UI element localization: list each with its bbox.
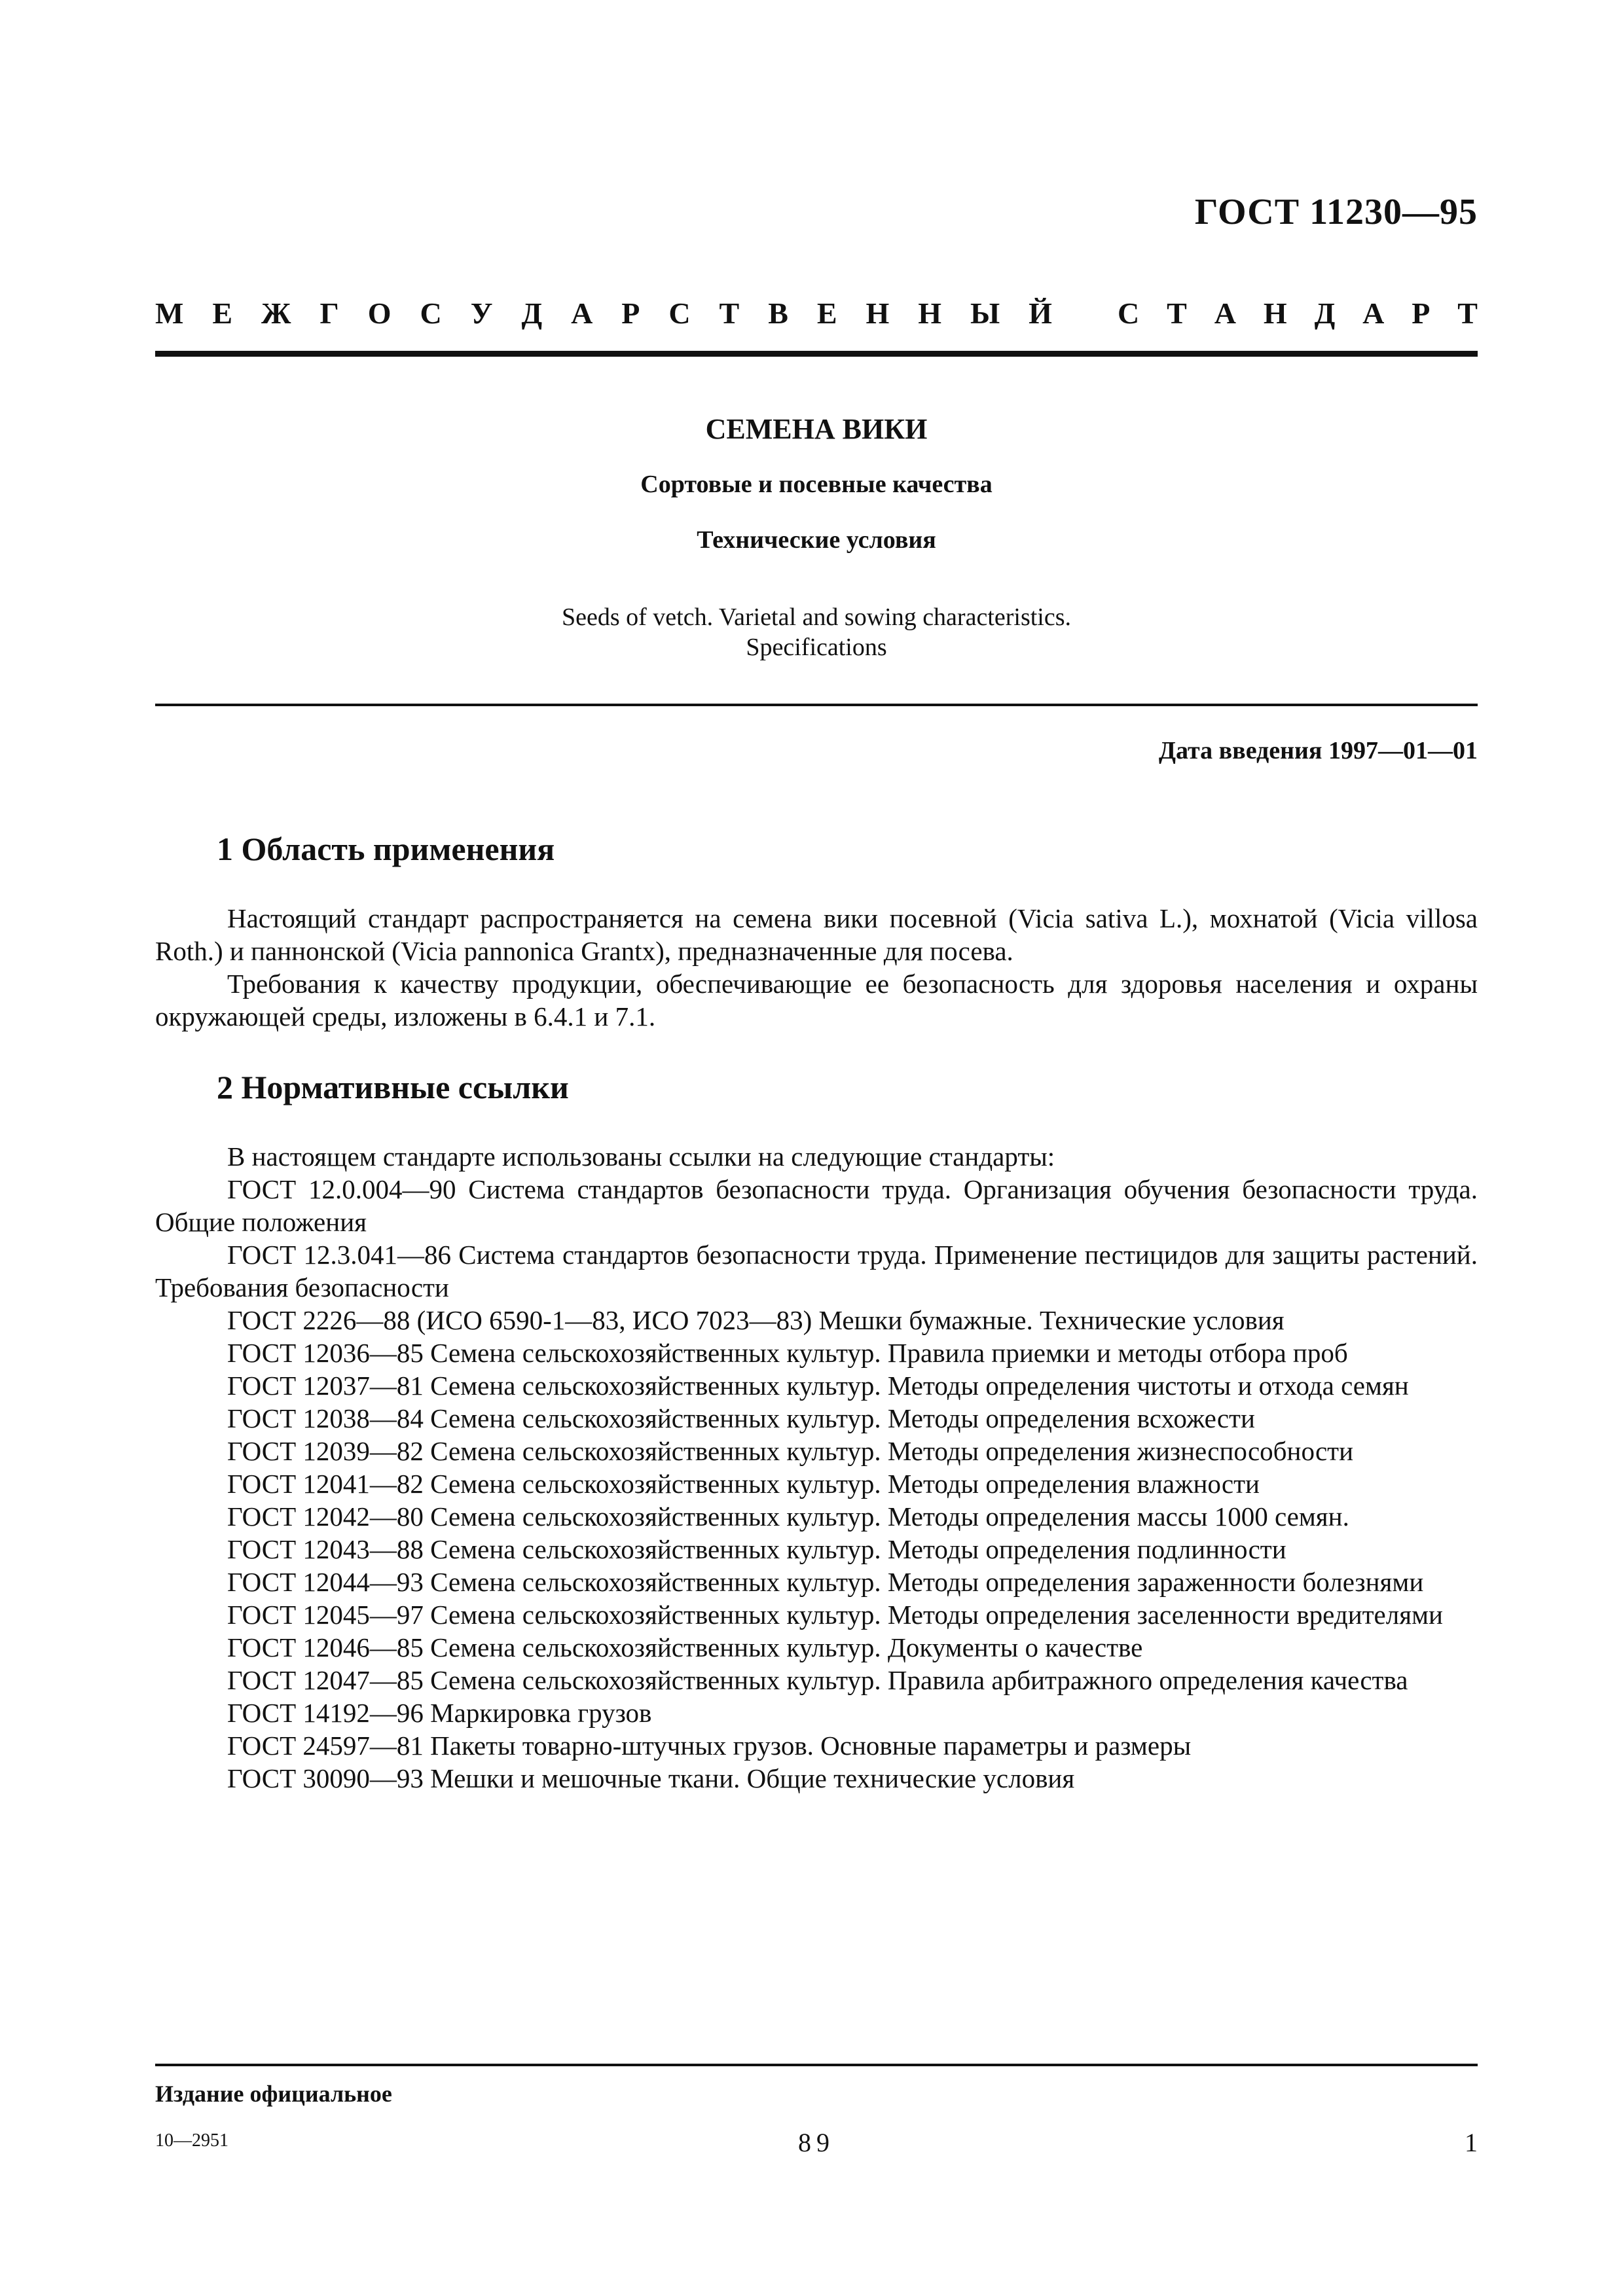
paragraph: В настоящем стандарте использованы ссылки на следующие стандарты: [227,1141,1055,1172]
official-edition-label: Издание официальное [155,2081,392,2107]
section-heading: 2 Нормативные ссылки [217,1069,569,1105]
banner-letter: Е [212,296,233,330]
reference-item: ГОСТ 12043—88 Семена сельскохозяйственных культур. Методы определения подлинности [227,1534,1286,1564]
reference-item: ГОСТ 12037—81 Семена сельскохозяйственных культур. Методы определения чистоты и отхода семян [227,1371,1409,1401]
banner-letter: Й [1029,296,1052,330]
banner-letter: Р [621,296,640,330]
reference-item: ГОСТ 12041—82 Семена сельскохозяйственных культур. Методы определения влажности [227,1469,1260,1499]
print-code: 10—2951 [155,2130,228,2151]
page-number-center: 89 [798,2128,835,2157]
document-subtitle: Технические условия [697,526,936,554]
document-title: СЕМЕНА ВИКИ [705,413,928,445]
reference-item: ГОСТ 12036—85 Семена сельскохозяйственных культур. Правила приемки и методы отбора проб [227,1338,1348,1368]
banner-letter: Ы [970,296,1000,330]
reference-item: ГОСТ 12044—93 Семена сельскохозяйственных культур. Методы определения зараженности болезнями [227,1567,1424,1597]
banner-letter: С [668,296,691,330]
banner-letter: А [1362,296,1385,330]
reference-item: ГОСТ 12042—80 Семена сельскохозяйственных культур. Методы определения массы 1000 семян. [227,1501,1349,1532]
introduction-date: Дата введения 1997—01—01 [1158,737,1478,764]
banner-letter: Н [1263,296,1287,330]
banner-letter: М [155,296,184,330]
banner-letter: В [768,296,788,330]
reference-item: ГОСТ 12039—82 Семена сельскохозяйственных культур. Методы определения жизнеспособности [227,1436,1354,1466]
banner-letter: Т [1167,296,1187,330]
interstate-standard-banner [155,296,1478,331]
banner-letter: О [367,296,392,330]
banner-letter: А [1214,296,1236,330]
banner-word-interstate [155,296,1052,331]
reference-item: ГОСТ 12045—97 Семена сельскохозяйственных культур. Методы определения заселенности вредителями [227,1600,1443,1630]
reference-item: ГОСТ 2226—88 (ИСО 6590-1—83, ИСО 7023—83) Мешки бумажные. Технические условия [227,1305,1285,1335]
reference-item: ГОСТ 12046—85 Семена сельскохозяйственных культур. Документы о качестве [227,1632,1143,1662]
banner-word-standard [1118,296,1478,331]
document-number: ГОСТ 11230—95 [1194,192,1478,232]
banner-letter: С [1118,296,1140,330]
reference-item: ГОСТ 30090—93 Мешки и мешочные ткани. Общие технические условия [227,1763,1075,1793]
banner-letter: А [571,296,593,330]
banner-letter: Ж [261,296,291,330]
document-page [155,0,1478,2296]
reference-item: ГОСТ 12.3.041—86 Система стандартов безопасности труда. Применение пестицидов для защиты растений. Требования безопасности [155,1240,1478,1302]
reference-item: ГОСТ 12.0.004—90 Система стандартов безопасности труда. Организация обучения безопасности труда. Общие положения [155,1174,1478,1237]
banner-letter: Д [521,296,543,330]
header-divider [155,351,1478,357]
banner-letter: Н [918,296,942,330]
banner-letter: У [470,296,493,330]
section-body [155,1140,1478,1795]
english-title-line: Specifications [746,634,887,661]
section-heading: 1 Область применения [217,831,555,867]
footer-divider [155,2064,1478,2066]
banner-letter: Т [719,296,740,330]
page-number: 1 [1465,2128,1478,2157]
banner-letter: С [420,296,442,330]
banner-letter: Т [1457,296,1478,330]
reference-item: ГОСТ 12038—84 Семена сельскохозяйственных культур. Методы определения всхожести [227,1403,1255,1433]
banner-letter: Р [1412,296,1431,330]
english-title-line: Seeds of vetch. Varietal and sowing characteristics. [561,603,1072,631]
banner-letter: Н [866,296,890,330]
section-body [155,902,1478,1033]
banner-letter: Г [319,296,339,330]
paragraph: Настоящий стандарт распространяется на семена вики посевной (Vicia sativa L.), мохнатой (Vicia villosa Roth.) и паннонской (Vicia pannonica Grantx), предназначенные для посева. [155,903,1478,966]
banner-letter: Е [816,296,837,330]
reference-item: ГОСТ 12047—85 Семена сельскохозяйственных культур. Правила арбитражного определения качества [227,1665,1408,1695]
reference-item: ГОСТ 24597—81 Пакеты товарно-штучных грузов. Основные параметры и размеры [227,1731,1192,1761]
reference-item: ГОСТ 14192—96 Маркировка грузов [227,1698,652,1728]
banner-letter: Д [1314,296,1336,330]
paragraph: Требования к качеству продукции, обеспечивающие ее безопасность для здоровья населения и охраны окружающей среды, изложены в 6.4.1 и 7.1. [155,969,1478,1031]
title-divider [155,704,1478,706]
document-subtitle: Сортовые и посевные качества [640,471,993,498]
english-title [155,602,1478,662]
